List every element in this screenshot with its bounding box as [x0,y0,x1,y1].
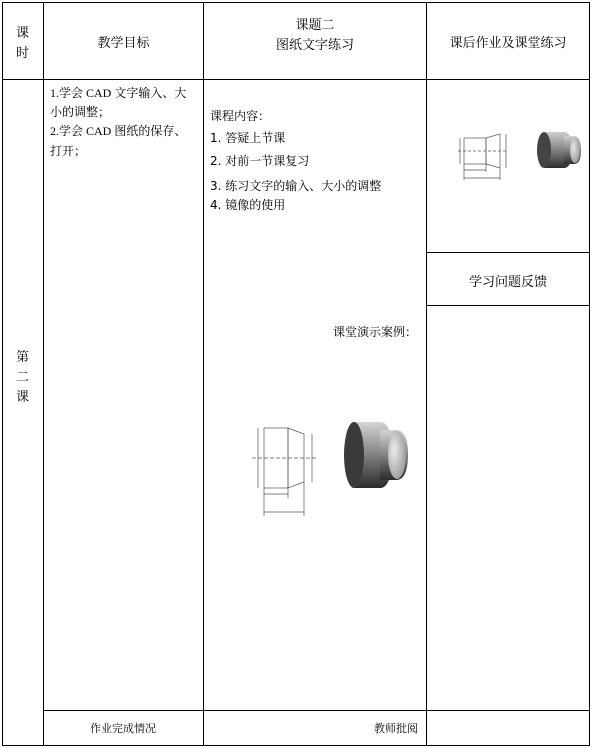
footer-top-border [43,710,590,711]
header-homework: 课后作业及课堂练习 [449,36,567,51]
course-item-4: 4. 镜像的使用 [210,198,286,212]
lesson-char-3: 课 [15,390,29,405]
course-item-1: 1. 答疑上节课 [210,131,286,145]
lesson-char-1: 第 [15,350,29,365]
objective-line-4: 打开； [50,144,87,158]
course-item-2: 2. 对前一节课复习 [210,154,310,168]
table-top-border [2,2,590,3]
course-title: 课程内容： [210,109,271,123]
header-period-char-1: 课 [15,26,29,41]
lesson-char-2: 二 [15,370,29,385]
header-bottom-border [2,79,590,80]
header-topic-title: 图纸文字练习 [275,38,354,53]
large-technical-drawing [246,416,326,520]
header-period-char-2: 时 [15,46,29,61]
small-technical-drawing [452,126,522,188]
objective-line-3: 2.学会 CAD 图纸的保存、 [50,124,187,138]
col-divider-2 [203,2,204,746]
header-objectives: 教学目标 [97,36,150,51]
objective-line-1: 1.学会 CAD 文字输入、大 [50,86,187,100]
right-divider-1 [427,252,590,253]
header-topic-number: 课题二 [295,18,335,33]
footer-homework-status: 作业完成情况 [90,722,156,735]
demo-label: 课堂演示案例： [333,325,418,339]
footer-teacher-review: 教师批阅 [374,722,418,735]
right-divider-2 [427,305,590,306]
large-3d-part [340,418,412,492]
course-item-3: 3. 练习文字的输入、大小的调整 [210,179,382,193]
col-divider-3 [426,2,427,746]
table-right-border [589,2,590,746]
col-divider-1 [43,2,44,746]
feedback-title: 学习问题反馈 [468,275,547,290]
objective-line-2: 小的调整； [50,105,111,119]
table-bottom-border [2,745,590,746]
small-3d-part [534,128,584,172]
